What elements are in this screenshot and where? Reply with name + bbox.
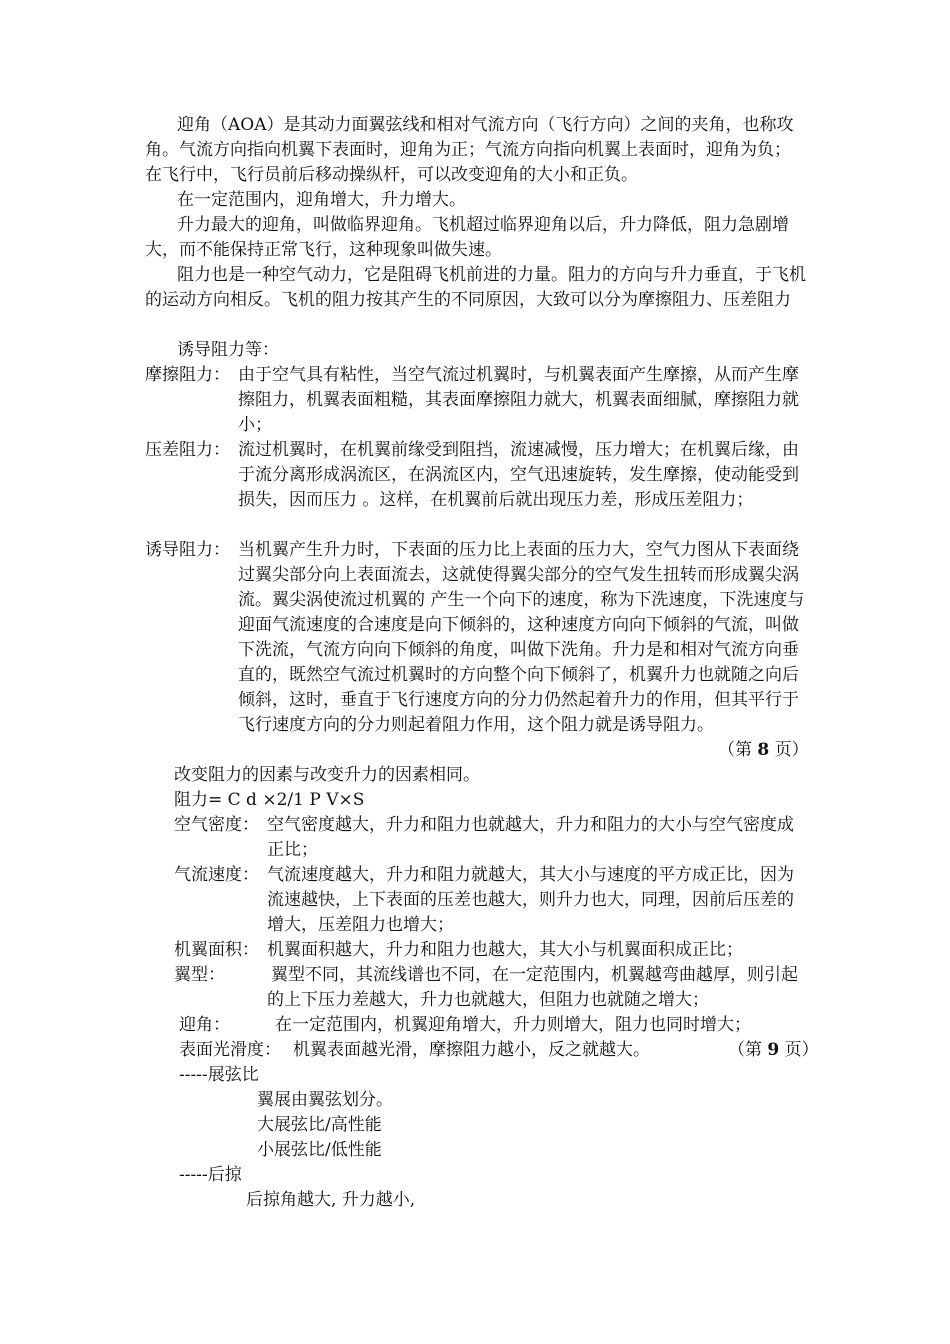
drag-type-text-friction: 由于空气具有粘性，当空气流过机翼时，与机翼表面产生摩擦，从而产生摩擦阻力，机翼表面粗糙，其表面摩擦阻力就大，机翼表面细腻，摩擦阻力就小； — [238, 365, 799, 435]
factor-text-aoa: 在一定范围内，机翼迎角增大，升力则增大，阻力也同时增大； — [275, 1015, 751, 1035]
drag-formula: 阻力= C d ×2/1 P V×S — [174, 790, 365, 810]
factor-label-airflow-speed: 气流速度： — [174, 865, 259, 885]
sweep-line: 后掠角越大, 升力越小, — [246, 1190, 416, 1210]
aspect-line: 小展弦比/低性能 — [257, 1140, 382, 1160]
section-heading-aspect-ratio: -----展弦比 — [179, 1065, 259, 1085]
drag-type-label-induced: 诱导阻力： — [145, 540, 230, 560]
paragraph-aoa-range: 在一定范围内，迎角增大，升力增大。 — [177, 190, 466, 210]
aspect-line: 翼展由翼弦划分。 — [257, 1090, 393, 1110]
factor-label-surface-smoothness: 表面光滑度： — [179, 1040, 281, 1060]
factor-label-air-density: 空气密度： — [174, 815, 259, 835]
drag-type-label-friction: 摩擦阻力： — [145, 365, 230, 385]
drag-type-text-pressure: 流过机翼时，在机翼前缘受到阻挡，流速减慢，压力增大；在机翼后缘，由于流分离形成涡流区，在涡流区内，空气迅速旋转，发生摩擦，使动能受到损失，因而压力 。这样，在机翼前后就出现压力差，形成压差阻力； — [238, 440, 799, 510]
factor-text-airflow-speed: 气流速度越大，升力和阻力就越大，其大小与速度的平方成正比，因为流速越快，上下表面的压差也越大，则升力也大，同理，因前后压差的增大，压差阻力也增大； — [267, 865, 794, 935]
drag-type-text-induced: 当机翼产生升力时，下表面的压力比上表面的压力大，空气力图从下表面绕过翼尖部分向上表面流去，这就使得翼尖部分的空气发生扭转而形成翼尖涡流。翼尖涡使流过机翼的 产生一个向下的速度，称为下洗速度，下洗速度与迎面气流速度的合速度是向下倾斜的，这种速度方向向下倾斜的气流，叫做下洗流，气流方向向下倾斜的角度，叫做下洗角。升力是和相对气流方向垂直的，既然空气流过机翼时的方向整个向下倾斜了，机翼升力也就随之向后倾斜，这时，垂直于飞行速度方向的分力仍然起着升力的作用，但其平行于飞行速度方向的分力则起着阻力作用，这个阻力就是诱导阻力。 — [238, 540, 805, 735]
section-heading-sweep: -----后掠 — [179, 1165, 242, 1185]
drag-type-label-pressure: 压差阻力： — [145, 440, 230, 460]
page-reference-8: （第 8 页） — [718, 740, 809, 760]
factor-text-surface-smoothness: 机翼表面越光滑，摩擦阻力越小，反之就越大。 — [293, 1040, 650, 1060]
aspect-line: 大展弦比/高性能 — [257, 1115, 382, 1135]
factor-label-wing-area: 机翼面积： — [174, 940, 259, 960]
paragraph-aoa-definition: 迎角（AOA）是其动力面翼弦线和相对气流方向（飞行方向）之间的夹角，也称攻角。气流方向指向机翼下表面时，迎角为正；气流方向指向机翼上表面时，迎角为负；在飞行中，飞行员前后移动操纵杆，可以改变迎角的大小和正负。 — [145, 115, 794, 185]
factor-text-wing-area: 机翼面积越大，升力和阻力也越大，其大小与机翼面积成正比； — [267, 940, 743, 960]
paragraph-drag-definition-tail: 诱导阻力等： — [177, 340, 279, 360]
factor-text-air-density: 空气密度越大，升力和阻力也就越大，升力和阻力的大小与空气密度成正比； — [267, 815, 794, 860]
factor-label-airfoil: 翼型： — [174, 965, 225, 985]
paragraph-stall: 升力最大的迎角，叫做临界迎角。飞机超过临界迎角以后，升力降低，阻力急剧增大，而不能保持正常飞行，这种现象叫做失速。 — [145, 215, 789, 260]
paragraph-drag-definition: 阻力也是一种空气动力，它是阻碍飞机前进的力量。阻力的方向与升力垂直，于飞机的运动方向相反。飞机的阻力按其产生的不同原因，大致可以分为摩擦阻力、压差阻力 — [145, 265, 806, 310]
factor-label-aoa: 迎角： — [179, 1015, 230, 1035]
page-reference-9: （第 9 页） — [728, 1040, 819, 1060]
factors-intro: 改变阻力的因素与改变升力的因素相同。 — [174, 765, 480, 785]
factor-text-airfoil: 翼型不同，其流线谱也不同，在一定范围内，机翼越弯曲越厚，则引起的上下压力差越大，升力也就越大，但阻力也就随之增大； — [267, 965, 798, 1010]
